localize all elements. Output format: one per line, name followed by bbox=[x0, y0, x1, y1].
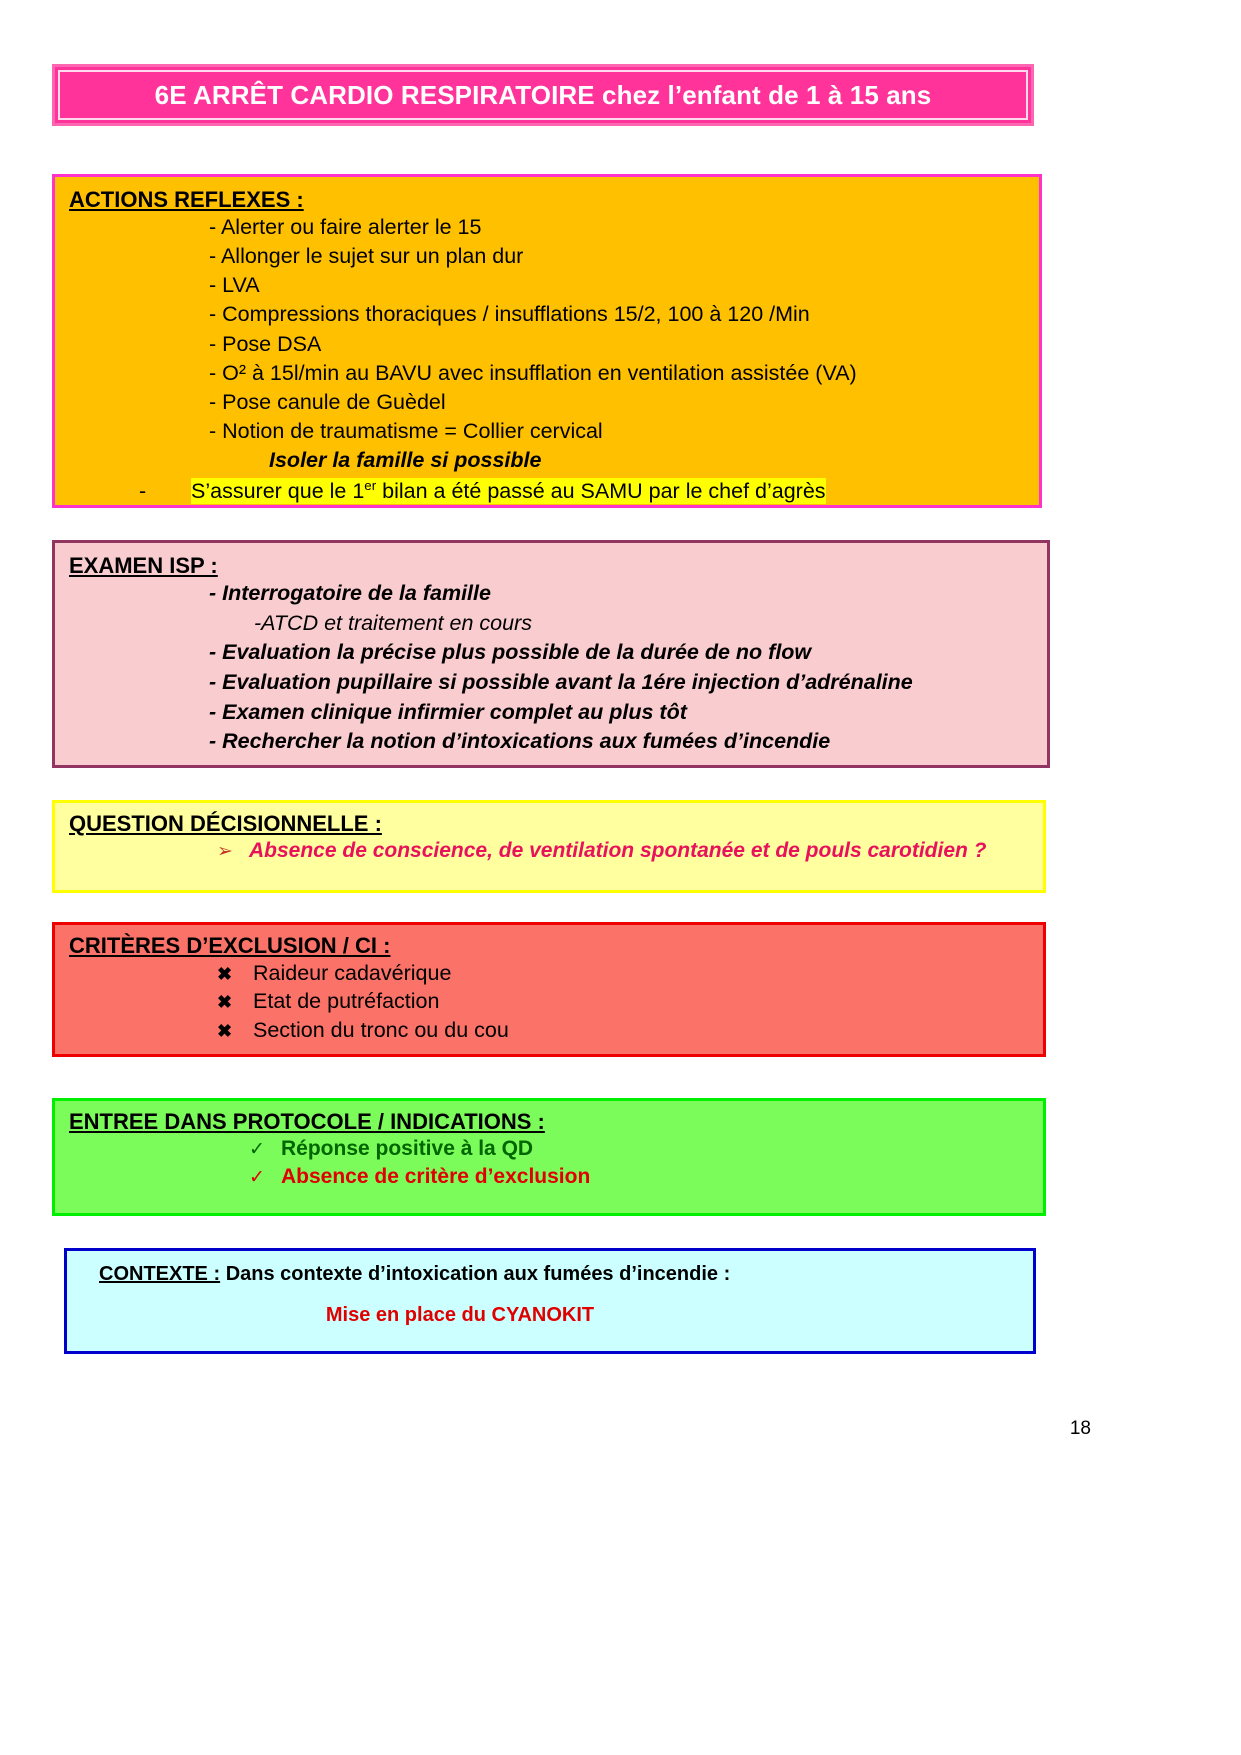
actions-highlighted-text bbox=[191, 478, 826, 504]
page-title: 6E ARRÊT CARDIO RESPIRATOIRE chez l’enfant de 1 à 15 ans bbox=[154, 79, 932, 110]
list-item bbox=[69, 959, 1029, 987]
list-item-label: Réponse positive à la QD bbox=[281, 1137, 534, 1160]
list-item bbox=[69, 1135, 1029, 1163]
section-examen-isp bbox=[52, 540, 1050, 768]
arrow-bullet-icon: ➢ bbox=[217, 841, 233, 862]
ordinal-suffix: er bbox=[364, 478, 377, 494]
list-item: - Allonger le sujet sur un plan dur bbox=[209, 244, 524, 269]
contexte-lead-text: Dans contexte d’intoxication aux fumées d’incendie : bbox=[225, 1263, 731, 1285]
section-criteres-exclusion bbox=[52, 922, 1046, 1057]
list-item: - O² à 15l/min au BAVU avec insufflation en ventilation assistée (VA) bbox=[209, 360, 857, 385]
list-item: - Alerter ou faire alerter le 15 bbox=[209, 215, 482, 239]
section-question-decisionnelle-heading: QUESTION DÉCISIONNELLE : bbox=[69, 811, 382, 836]
list-item-label: Section du tronc ou du cou bbox=[253, 1017, 509, 1042]
list-item: - Interrogatoire de la famille bbox=[209, 581, 491, 605]
list-item: - Compressions thoraciques / insufflations 15/2, 100 à 120 /Min bbox=[209, 302, 810, 327]
section-entree-protocole bbox=[52, 1098, 1046, 1216]
contexte-highlight-text: Mise en place du CYANOKIT bbox=[325, 1304, 595, 1326]
list-item: - LVA bbox=[209, 273, 260, 298]
section-contexte-label: CONTEXTE : bbox=[99, 1263, 221, 1285]
actions-highlighted-row bbox=[69, 478, 1025, 504]
list-item: - Notion de traumatisme = Collier cervical bbox=[209, 418, 603, 443]
cross-bullet-icon: ✖ bbox=[217, 1020, 233, 1041]
list-item-sub: -ATCD et traitement en cours bbox=[254, 610, 532, 635]
section-question-decisionnelle bbox=[52, 800, 1046, 893]
list-item bbox=[69, 1163, 1029, 1191]
list-item-label: Etat de putréfaction bbox=[253, 989, 440, 1014]
check-bullet-icon: ✓ bbox=[249, 1167, 265, 1189]
section-actions-reflexes-heading: ACTIONS REFLEXES : bbox=[69, 187, 304, 212]
highlight-part-2: bilan a été passé au SAMU par le chef d’agrès bbox=[376, 479, 826, 504]
list-item: - Examen clinique infirmier complet au plus tôt bbox=[209, 699, 687, 724]
examen-list bbox=[69, 579, 1033, 757]
section-examen-isp-heading: EXAMEN ISP : bbox=[69, 553, 218, 578]
actions-list bbox=[69, 213, 1025, 475]
page-number: 18 bbox=[1069, 1418, 1091, 1439]
contexte-lead-row bbox=[83, 1263, 1017, 1286]
list-item: - Evaluation pupillaire si possible avant la 1ére injection d’adrénaline bbox=[209, 669, 913, 694]
list-item bbox=[69, 987, 1029, 1015]
list-item: - Pose canule de Guèdel bbox=[209, 389, 446, 414]
question-text: Absence de conscience, de ventilation spontanée et de pouls carotidien ? bbox=[249, 839, 987, 862]
section-actions-reflexes bbox=[52, 174, 1042, 508]
section-entree-protocole-heading: ENTREE DANS PROTOCOLE / INDICATIONS : bbox=[69, 1109, 545, 1134]
list-item bbox=[69, 1016, 1029, 1044]
list-item: - Evaluation la précise plus possible de la durée de no flow bbox=[209, 640, 812, 665]
cross-bullet-icon: ✖ bbox=[217, 992, 233, 1013]
section-criteres-exclusion-heading: CRITÈRES D’EXCLUSION / CI : bbox=[69, 933, 391, 958]
list-item-label: Raideur cadavérique bbox=[253, 961, 452, 985]
list-item-label: Absence de critère d’exclusion bbox=[281, 1165, 591, 1189]
list-item: - Pose DSA bbox=[209, 331, 322, 356]
section-contexte bbox=[64, 1248, 1036, 1354]
page-title-banner bbox=[52, 64, 1034, 126]
highlight-part-1: S’assurer que le 1 bbox=[191, 479, 365, 504]
list-bullet-dash: - bbox=[139, 479, 147, 504]
page-title-banner-inner bbox=[58, 70, 1028, 120]
list-item: - Rechercher la notion d’intoxications aux fumées d’incendie bbox=[209, 729, 831, 754]
actions-italic-note: Isoler la famille si possible bbox=[269, 448, 542, 472]
question-row bbox=[69, 839, 1029, 863]
cross-bullet-icon: ✖ bbox=[217, 964, 233, 984]
check-bullet-icon: ✓ bbox=[249, 1139, 265, 1160]
